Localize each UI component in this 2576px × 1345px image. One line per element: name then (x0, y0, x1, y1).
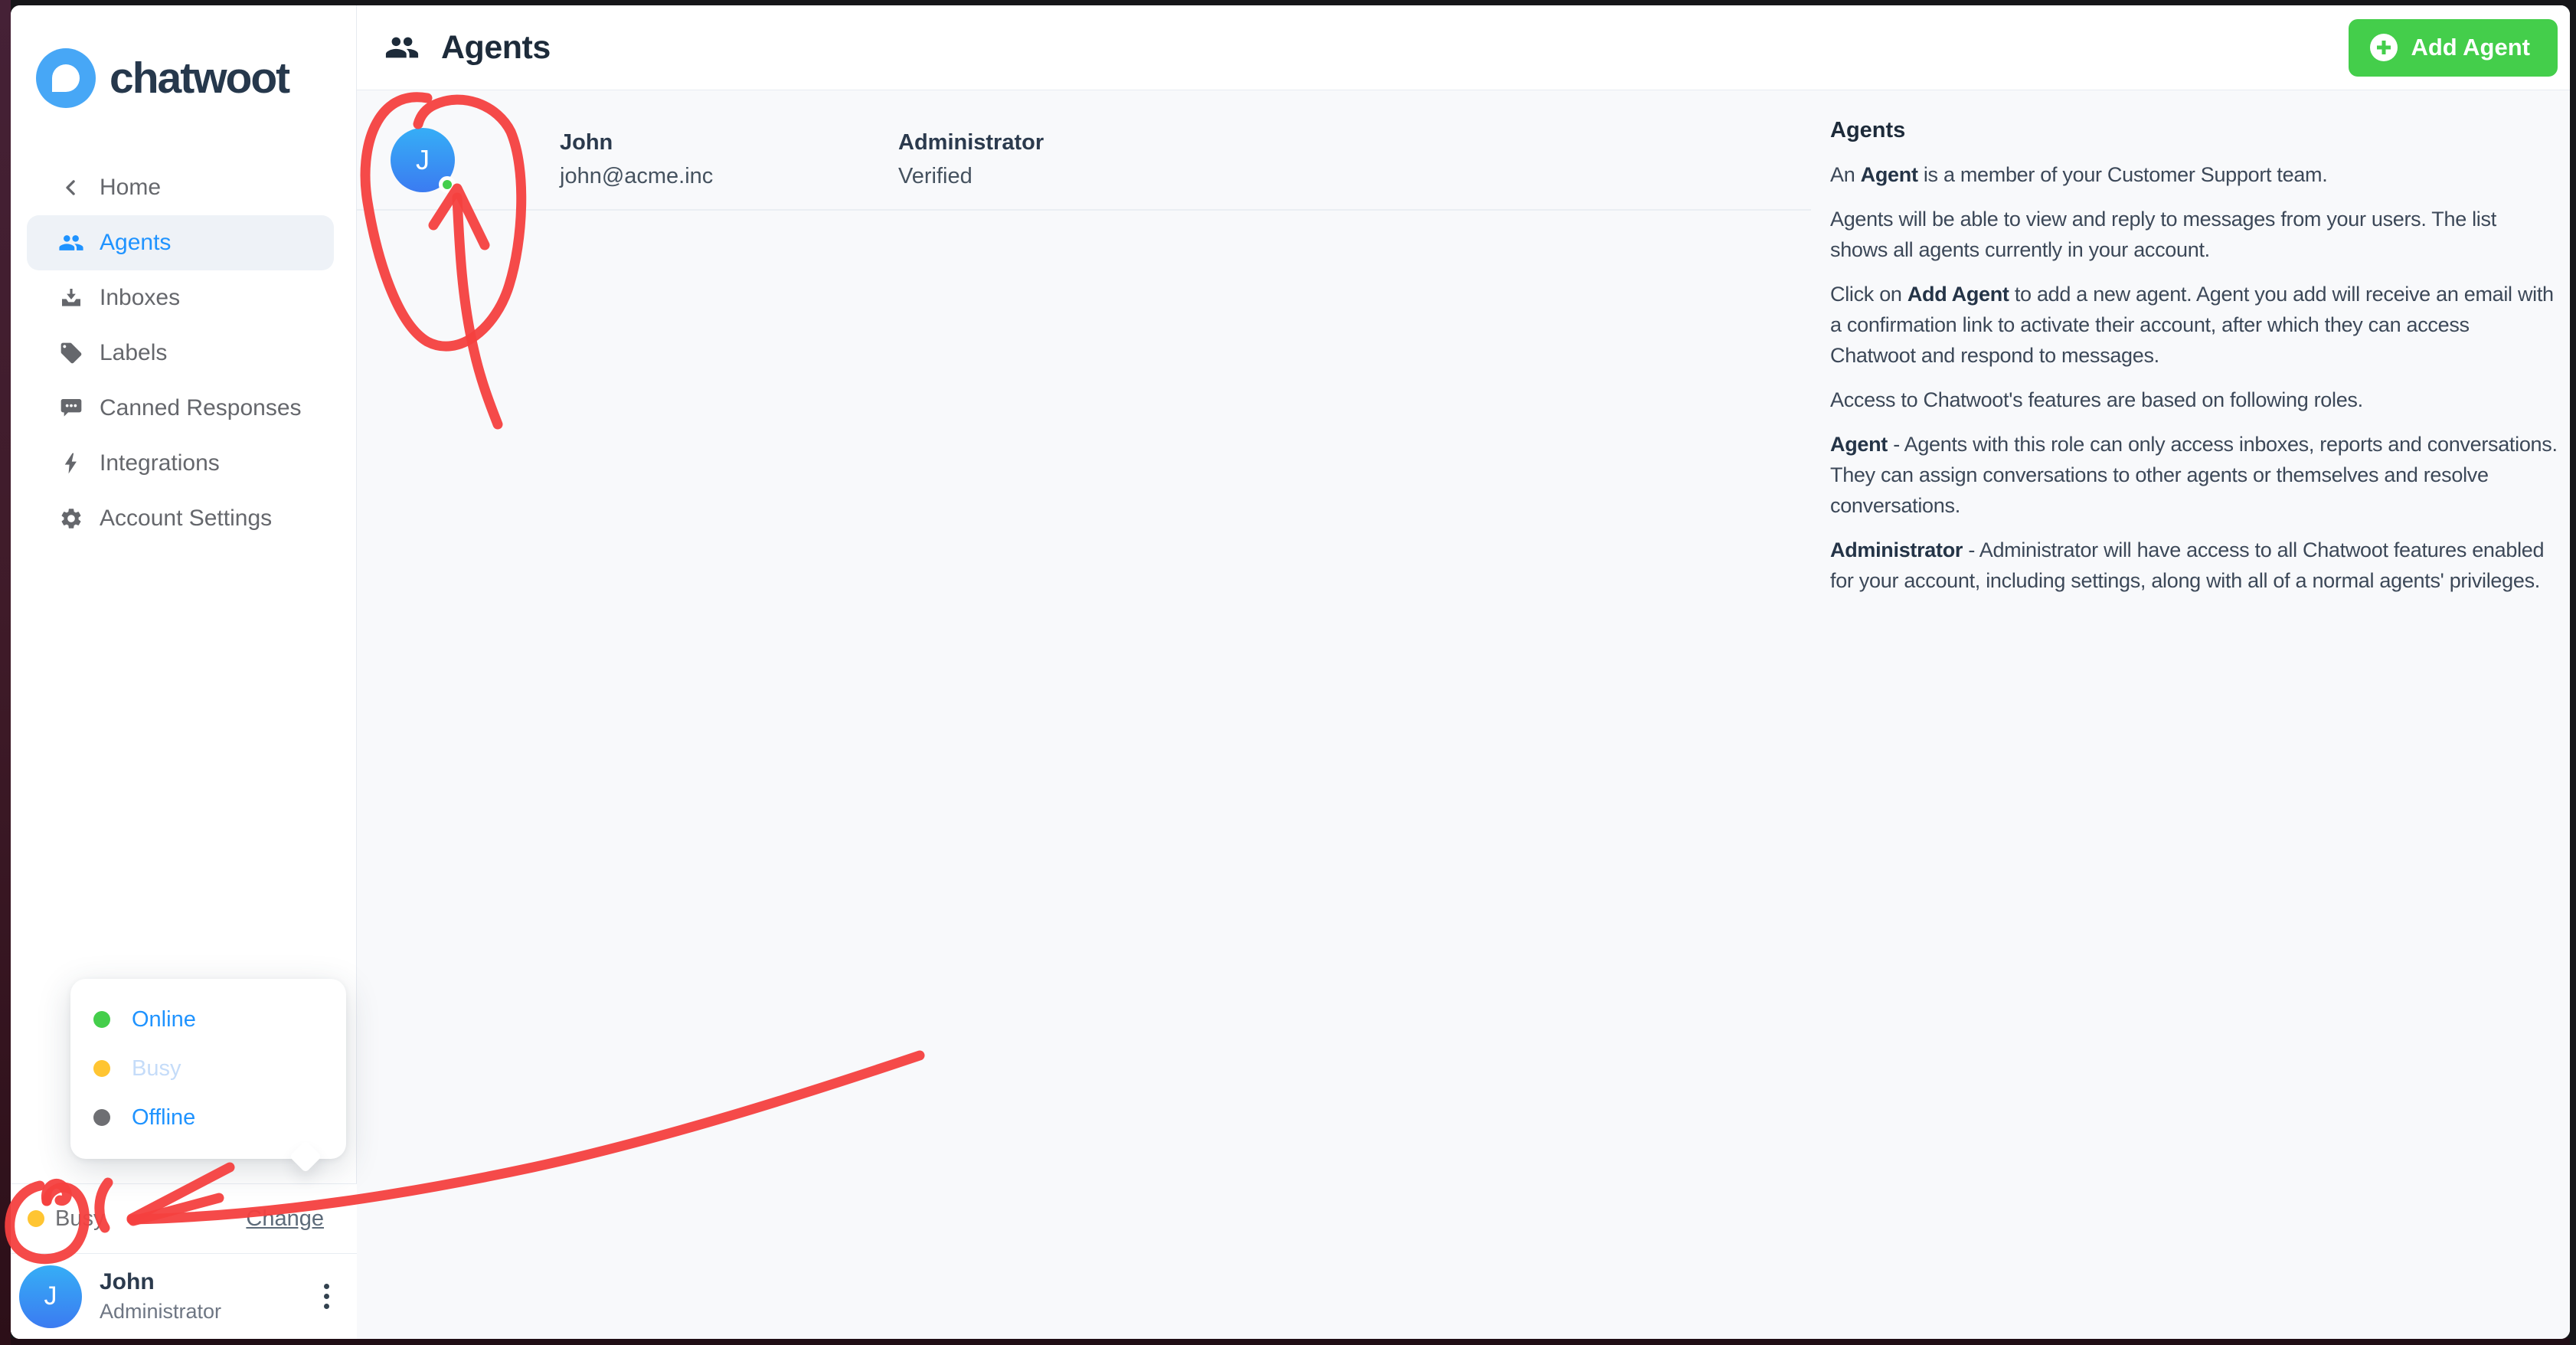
sidebar-item-label: Inboxes (100, 285, 181, 310)
tag-icon (57, 339, 85, 367)
page-title: Agents (441, 28, 551, 66)
busy-dot-icon (93, 1060, 110, 1077)
chat-bubble-icon (57, 394, 85, 422)
availability-status-popup (70, 979, 346, 1159)
sidebar-item-agents[interactable] (27, 215, 334, 270)
agents-list (357, 90, 1811, 1339)
chatwoot-logo[interactable] (36, 48, 289, 108)
content-area (357, 90, 2570, 1339)
main-area (357, 5, 2570, 1339)
sidebar-item-home[interactable] (27, 160, 334, 215)
sidebar-item-label: Agents (100, 230, 172, 255)
sidebar-item-label: Integrations (100, 450, 220, 476)
chatwoot-logo-text: chatwoot (110, 54, 289, 103)
help-paragraph: Agents will be able to view and reply to messages from your users. The list shows all agents currently in your account. (1830, 208, 2496, 261)
sidebar-item-label: Account Settings (100, 506, 273, 531)
agent-email: john@acme.inc (560, 164, 714, 188)
help-paragraph: Administrator - Administrator will have access to all Chatwoot features enabled for your account, including settings, along with all of a normal agents' privileges. (1830, 538, 2545, 592)
chatwoot-logo-icon (36, 48, 96, 108)
inbox-icon (57, 284, 85, 312)
add-agent-button[interactable]: Add Agent (2349, 19, 2558, 77)
agent-avatar (391, 128, 455, 192)
user-avatar (19, 1265, 82, 1328)
popup-tail (289, 1140, 322, 1173)
user-role: Administrator (100, 1300, 222, 1323)
page-header (357, 5, 2570, 90)
gear-icon (57, 505, 85, 532)
online-dot-icon (93, 1011, 110, 1028)
desktop-bottom-edge (11, 1338, 2570, 1345)
plus-circle-icon (2370, 34, 2398, 61)
sidebar-nav (11, 160, 356, 546)
help-paragraph: Click on Add Agent to add a new agent. Agent you add will receive an email with a confirmation link to activate their account, after which they can access Chatwoot and respond to messages. (1830, 283, 2554, 367)
desktop-left-edge (0, 0, 11, 1345)
help-paragraph: Agent - Agents with this role can only access inboxes, reports and conversations. They can assign conversations to other agents or themselves and resolve conversations. (1830, 433, 2558, 517)
sidebar (11, 5, 357, 1339)
agent-avatar-initial: J (416, 143, 430, 175)
sidebar-item-integrations[interactable] (27, 436, 334, 491)
current-status-label: Busy (55, 1206, 105, 1231)
agent-name: John (560, 130, 613, 155)
agent-role: Administrator (898, 130, 1044, 155)
user-avatar-initial: J (44, 1281, 57, 1311)
change-status-link[interactable]: Change (246, 1206, 324, 1231)
sidebar-item-inboxes[interactable] (27, 270, 334, 326)
help-paragraph: Access to Chatwoot's features are based on following roles. (1830, 388, 2363, 411)
current-status-dot-icon (28, 1210, 44, 1227)
help-panel-title: Agents (1830, 118, 1906, 142)
sidebar-item-labels[interactable] (27, 326, 334, 381)
chevron-left-icon (57, 174, 85, 201)
help-paragraph: An Agent is a member of your Customer Support team. (1830, 163, 2328, 186)
agent-row (357, 110, 1811, 211)
status-option-online[interactable]: Online (93, 1003, 346, 1036)
current-user-row (11, 1254, 357, 1339)
people-icon (57, 229, 85, 257)
sidebar-item-label: Canned Responses (100, 395, 302, 421)
sidebar-item-account-settings[interactable] (27, 491, 334, 546)
online-presence-dot (439, 176, 456, 193)
people-icon (384, 30, 420, 65)
user-name: John (100, 1269, 155, 1294)
app-window (11, 5, 2570, 1339)
status-option-offline[interactable]: Offline (93, 1101, 346, 1134)
help-panel (1811, 90, 2570, 1339)
lightning-icon (57, 450, 85, 477)
sidebar-item-canned-responses[interactable] (27, 381, 334, 436)
sidebar-item-label: Labels (100, 340, 168, 365)
current-status-bar (11, 1183, 357, 1254)
user-menu-kebab-icon[interactable] (319, 1279, 334, 1314)
sidebar-item-label: Home (100, 175, 162, 200)
offline-dot-icon (93, 1109, 110, 1126)
agent-verification-status: Verified (898, 164, 973, 188)
status-option-busy[interactable]: Busy (93, 1052, 346, 1085)
